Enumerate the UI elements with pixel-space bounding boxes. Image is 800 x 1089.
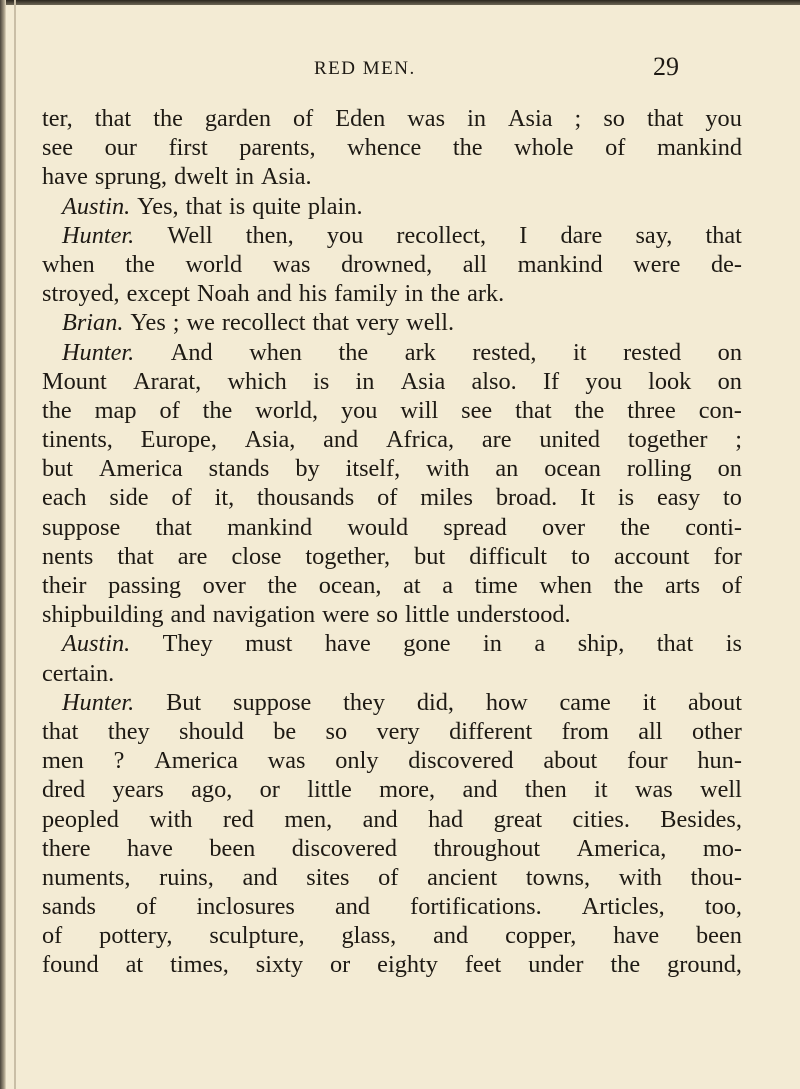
speaker-name: Brian. [62, 309, 124, 337]
text-line: Mount Ararat, which is in Asia also. If you look on [42, 367, 742, 395]
text-line: when the world was drowned, all mankind were de- [42, 250, 742, 278]
text-line: numents, ruins, and sites of ancient towns, with thou- [42, 863, 742, 891]
text-line: each side of it, thousands of miles broad. It is easy to [42, 484, 742, 512]
speaker-name: Austin. [62, 192, 131, 220]
page-binding-shadow [0, 0, 6, 1089]
text-line: but America stands by itself, with an ocean rolling on [42, 455, 742, 483]
speaker-name: Austin. [62, 630, 131, 658]
text-line: of pottery, sculpture, glass, and copper, have been [42, 922, 742, 950]
speaker-name: Hunter. [62, 221, 135, 249]
page-number: 29 [653, 52, 679, 81]
text-line: Austin. Yes, that is quite plain. [62, 192, 363, 220]
text-line: their passing over the ocean, at a time when the arts of [42, 572, 742, 599]
text-line: certain. [42, 659, 115, 687]
text-line: found at times, sixty or eighty feet under the ground, [42, 951, 742, 979]
text-line: Hunter. But suppose they did, how came it about [62, 688, 742, 716]
text-line: Hunter. And when the ark rested, it rested on [62, 338, 742, 366]
text-line: there have been discovered throughout America, mo- [42, 834, 742, 862]
text-line: suppose that mankind would spread over the conti- [42, 513, 742, 541]
page-top-edge [0, 0, 800, 5]
text-line: ter, that the garden of Eden was in Asia ; so that you [42, 105, 742, 132]
text-line: see our first parents, whence the whole of mankind [42, 134, 742, 162]
text-line: have sprung, dwelt in Asia. [42, 163, 312, 191]
text-line: Austin. They must have gone in a ship, that is [62, 630, 742, 658]
speaker-name: Hunter. [62, 338, 135, 366]
body-text [42, 104, 742, 980]
speaker-name: Hunter. [62, 688, 135, 716]
text-line: the map of the world, you will see that the three con- [42, 396, 742, 424]
running-head: RED MEN. [314, 58, 416, 79]
text-line: shipbuilding and navigation were so little understood. [42, 601, 571, 629]
text-line: men ? America was only discovered about four hun- [42, 747, 742, 775]
page-binding-line [14, 0, 16, 1089]
text-line: peopled with red men, and had great cities. Besides, [42, 805, 742, 833]
text-line: Brian. Yes ; we recollect that very well. [62, 309, 455, 337]
text-line: dred years ago, or little more, and then it was well [42, 776, 742, 804]
text-line: that they should be so very different from all other [42, 717, 742, 745]
text-line: tinents, Europe, Asia, and Africa, are united together ; [42, 426, 742, 454]
text-line: stroyed, except Noah and his family in the ark. [42, 280, 505, 308]
text-line: nents that are close together, but difficult to account for [42, 542, 742, 570]
text-line: sands of inclosures and fortifications. Articles, too, [42, 893, 742, 921]
text-line: Hunter. Well then, you recollect, I dare say, that [62, 221, 742, 249]
